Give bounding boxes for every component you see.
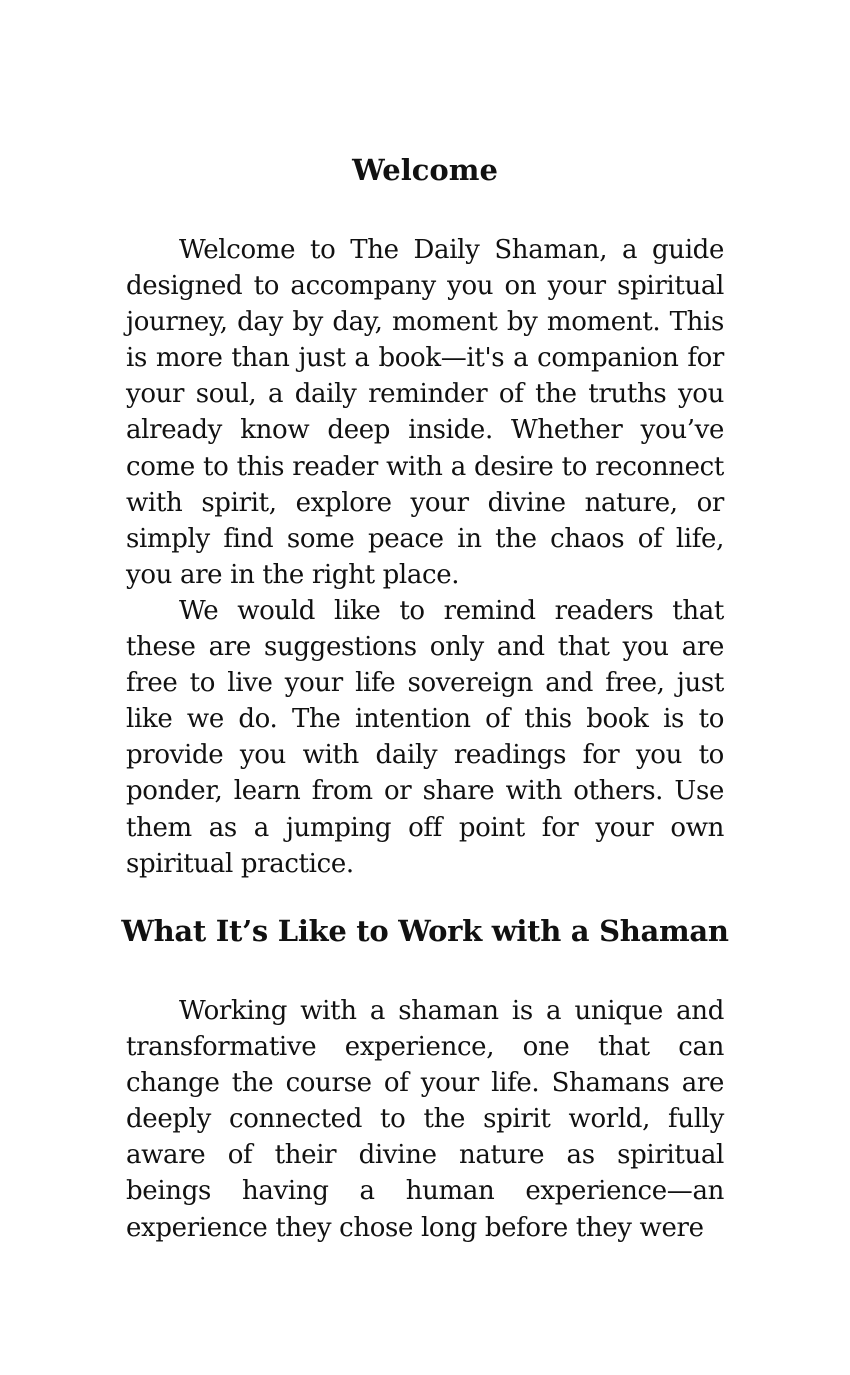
welcome-paragraph-2: We would like to remind readers that these are suggestions only and that you are free to live your life sovereign and free, just like we do. The intention of this book is to provide you with daily readings for you to ponder, learn from or share with others. Use them as a jumping off point for your own spiritual practice.: [126, 595, 724, 879]
section-heading-working-with-shaman: What It’s Like to Work with a Shaman: [121, 914, 729, 948]
section-welcome-body: [126, 232, 724, 882]
shaman-paragraph-1: Working with a shaman is a unique and transformative experience, one that can change the course of your life. Shamans are deeply connected to the spirit world, fully aware of their divine nature as spiritual beings having a human experience—an experience they chose long before they were: [126, 996, 724, 1243]
section-heading-welcome: Welcome: [352, 153, 498, 187]
welcome-paragraph-1: Welcome to The Daily Shaman, a guide designed to accompany you on your spiritual journey, day by day, moment by moment. This is more than just a book—it's a companion for your soul, a daily reminder of the truths you already know deep inside. Whether you’ve come to this reader with a desire to reconnect with spirit, explore your divine nature, or simply find some peace in the chaos of life, you are in the right place.: [126, 235, 724, 590]
section-working-with-shaman-body: [126, 993, 724, 1246]
